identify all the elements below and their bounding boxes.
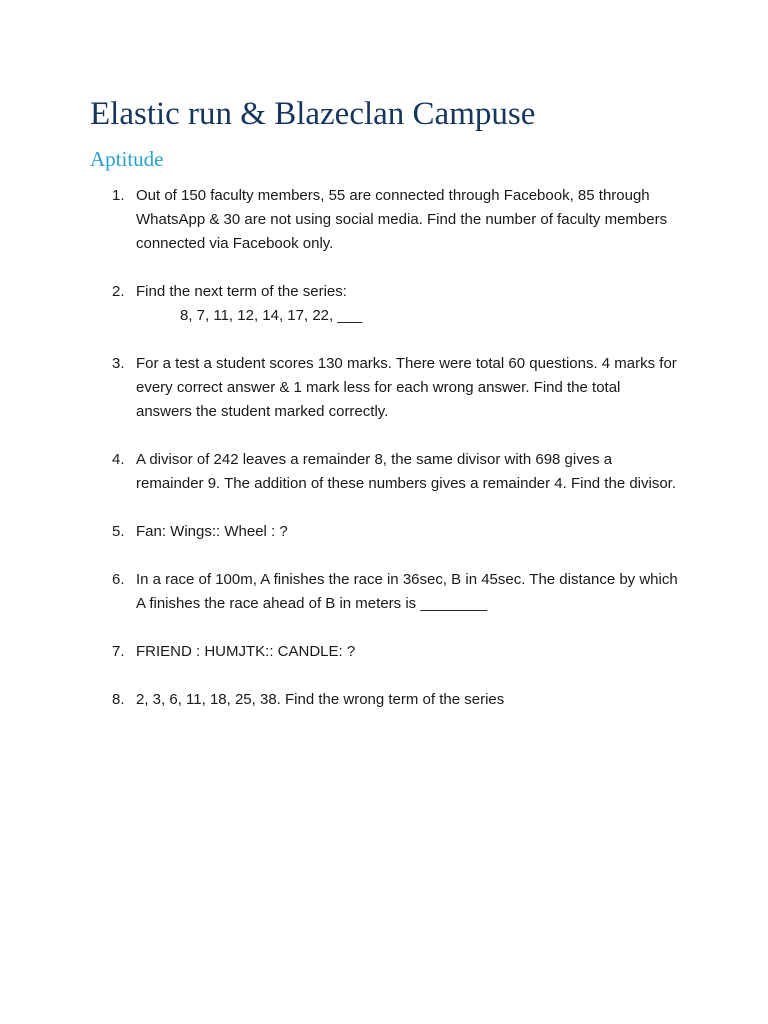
question-series: 8, 7, 11, 12, 14, 17, 22, ___: [180, 307, 363, 324]
question-text: For a test a student scores 130 marks. There were total 60 questions. 4 marks for every correct answer & 1 mark less for each wrong answer. Find the total answers the student marked correctly.: [136, 355, 677, 420]
question-number: 3.: [112, 355, 125, 372]
question-item-5: [90, 520, 680, 544]
question-item-3: [90, 352, 680, 424]
question-text: Find the next term of the series:: [136, 283, 347, 300]
question-item-2: [90, 280, 680, 328]
question-item-1: [90, 184, 680, 256]
question-item-7: [90, 640, 680, 664]
question-number: 2.: [112, 283, 125, 300]
question-text: FRIEND : HUMJTK:: CANDLE: ?: [136, 643, 356, 660]
question-number: 6.: [112, 571, 125, 588]
question-text: A divisor of 242 leaves a remainder 8, the same divisor with 698 gives a remainder 9. The addition of these numbers gives a remainder 4. Find the divisor.: [136, 451, 677, 492]
question-item-4: [90, 448, 680, 496]
question-text: Out of 150 faculty members, 55 are connected through Facebook, 85 through WhatsApp & 30 are not using social media. Find the number of faculty members connected via Facebook only.: [136, 187, 668, 252]
question-item-6: [90, 568, 680, 616]
question-text: 2, 3, 6, 11, 18, 25, 38. Find the wrong term of the series: [136, 691, 505, 708]
question-number: 5.: [112, 523, 125, 540]
question-number: 8.: [112, 691, 125, 708]
question-text: In a race of 100m, A finishes the race in 36sec, B in 45sec. The distance by which A finishes the race ahead of B in meters is ________: [136, 571, 678, 612]
section-heading-aptitude: Aptitude: [90, 147, 164, 171]
document-title: Elastic run & Blazeclan Campuse: [90, 96, 536, 132]
question-item-8: [90, 688, 680, 712]
question-text: Fan: Wings:: Wheel : ?: [136, 523, 288, 540]
question-number: 4.: [112, 451, 125, 468]
question-list: [90, 184, 680, 712]
question-number: 1.: [112, 187, 125, 204]
question-number: 7.: [112, 643, 125, 660]
